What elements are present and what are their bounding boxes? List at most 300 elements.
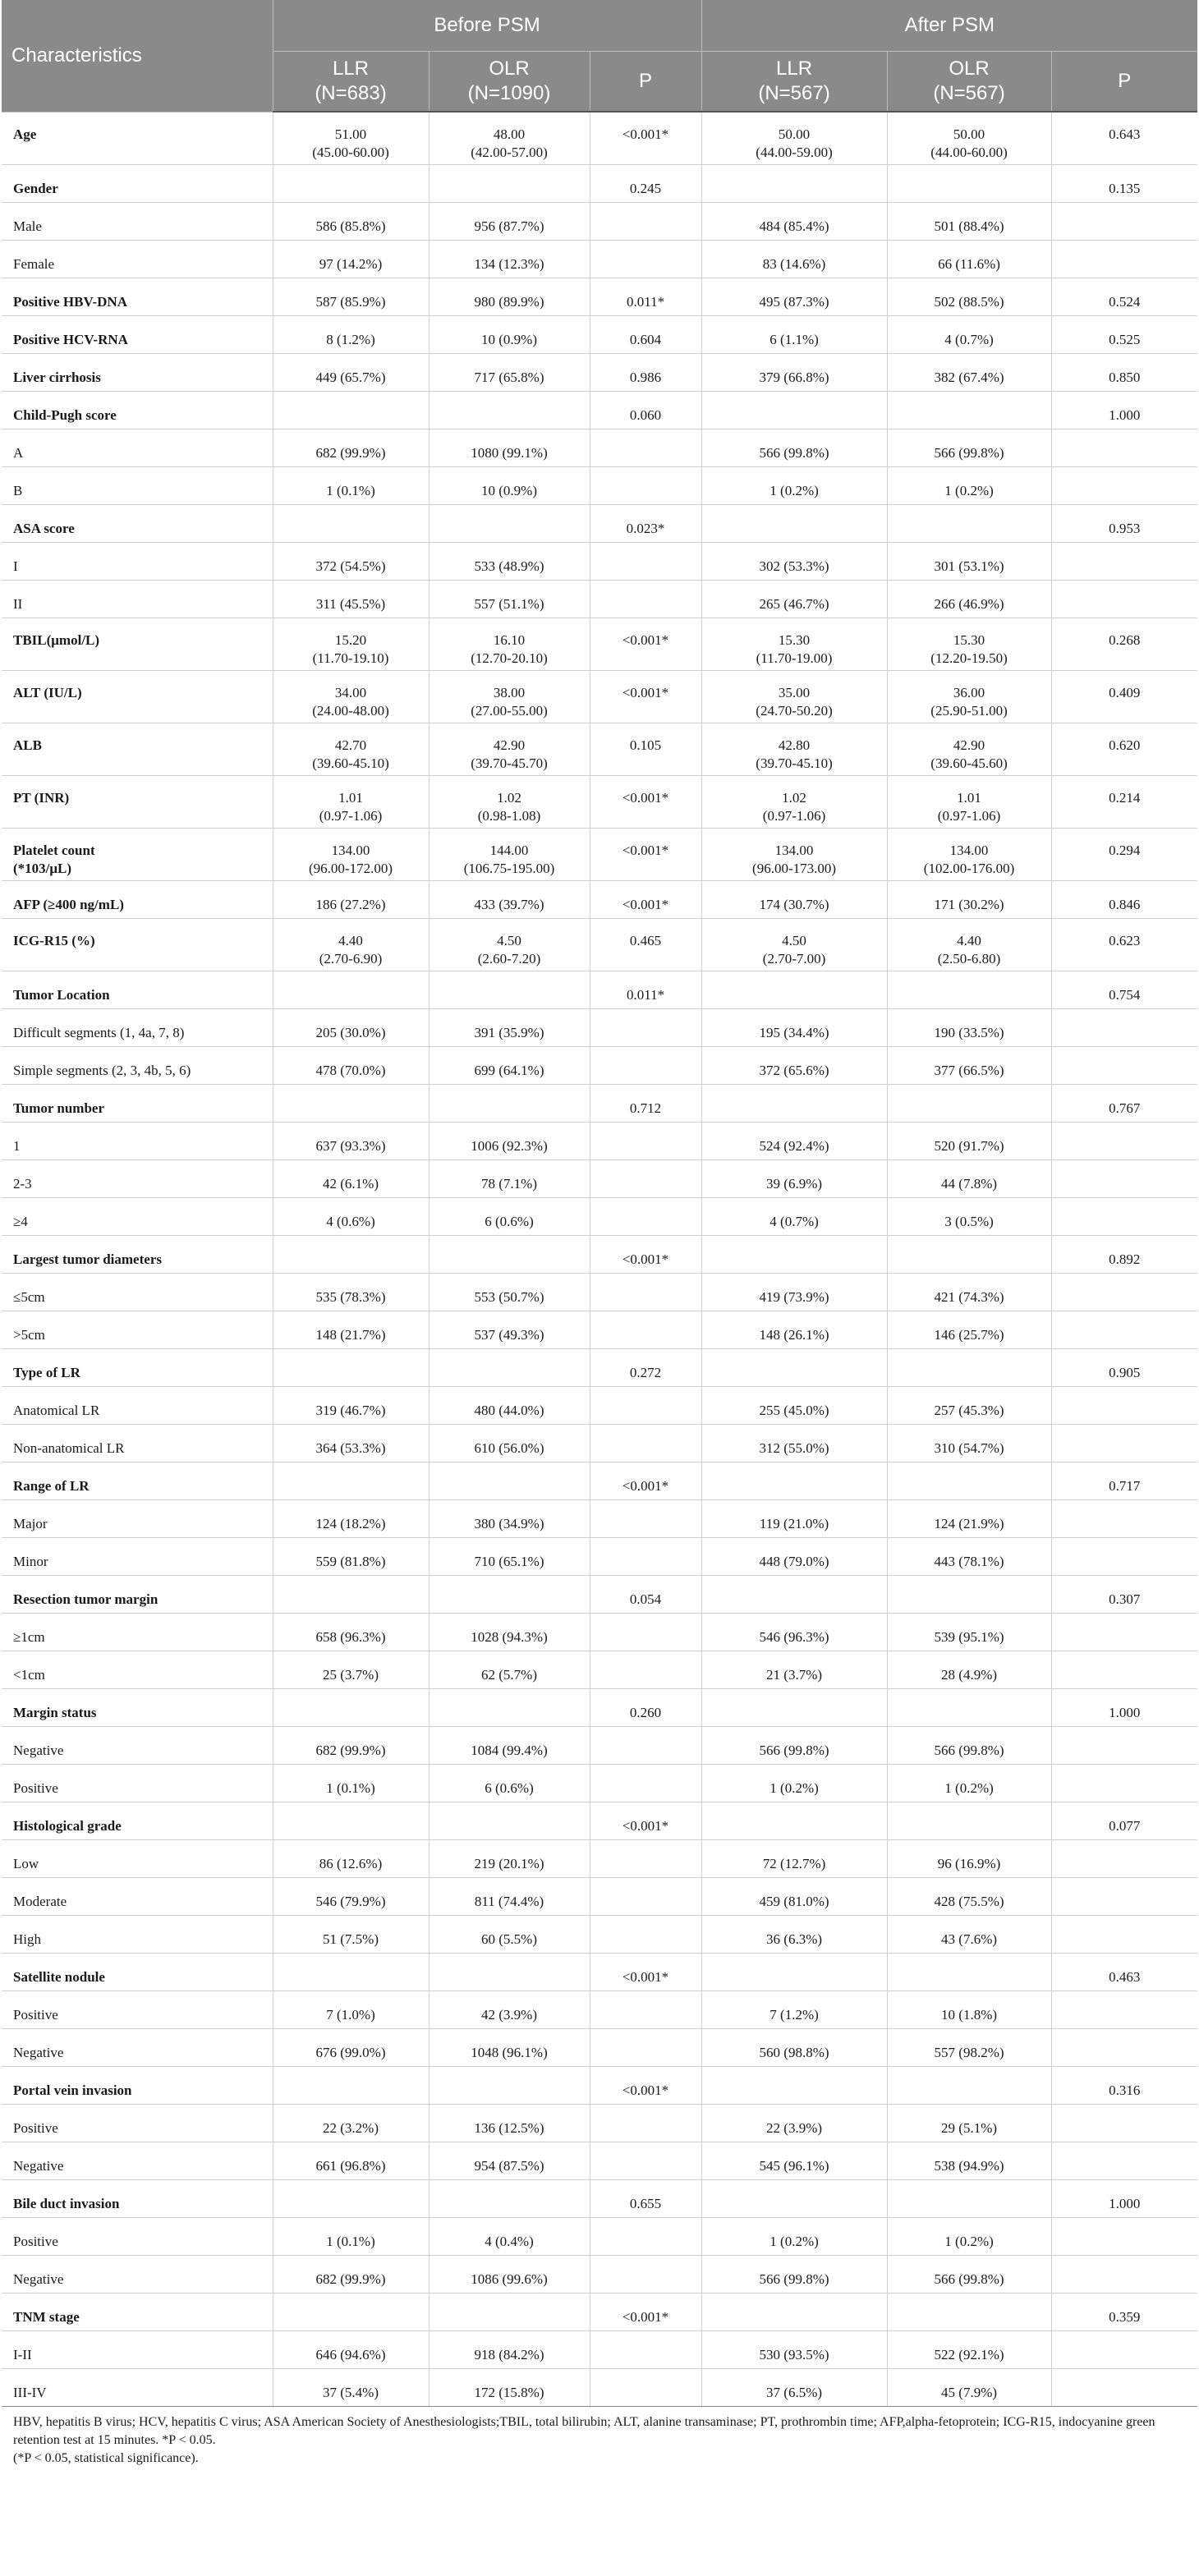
after-llr-cell: 148 (26.1%): [701, 1311, 887, 1348]
before-llr-cell: 319 (46.7%): [273, 1386, 429, 1424]
before-p-cell: [590, 1122, 701, 1159]
after-olr-cell: 4.40 (2.50-6.80): [887, 918, 1051, 971]
before-olr-cell: 10 (0.9%): [429, 466, 590, 504]
after-llr-cell: [701, 164, 887, 202]
before-olr-cell: 172 (15.8%): [429, 2368, 590, 2406]
table-row: [2, 2066, 1197, 2104]
table-row: [2, 1915, 1197, 1953]
before-olr-cell: 4 (0.4%): [429, 2217, 590, 2255]
before-olr-cell: 537 (49.3%): [429, 1311, 590, 1348]
after-olr-cell: 501 (88.4%): [887, 202, 1051, 240]
after-llr-cell: [701, 2066, 887, 2104]
row-label: A: [2, 429, 273, 466]
after-olr-cell: 10 (1.8%): [887, 1991, 1051, 2028]
before-olr-cell: 954 (87.5%): [429, 2142, 590, 2179]
before-olr-cell: 918 (84.2%): [429, 2330, 590, 2368]
after-olr-cell: 96 (16.9%): [887, 1839, 1051, 1877]
before-llr-cell: [273, 2293, 429, 2330]
after-p-cell: [1051, 542, 1197, 580]
after-olr-cell: 538 (94.9%): [887, 2142, 1051, 2179]
before-p-cell: [590, 429, 701, 466]
characteristics-table: [2, 0, 1197, 2407]
subheader-after-llr: LLR (N=567): [701, 52, 887, 112]
before-llr-cell: 372 (54.5%): [273, 542, 429, 580]
before-p-cell: <0.001*: [590, 670, 701, 723]
before-p-cell: [590, 1877, 701, 1915]
after-llr-cell: 134.00 (96.00-173.00): [701, 828, 887, 880]
after-llr-cell: 265 (46.7%): [701, 580, 887, 618]
before-llr-cell: 51 (7.5%): [273, 1915, 429, 1953]
after-p-cell: 0.214: [1051, 775, 1197, 828]
before-llr-cell: 37 (5.4%): [273, 2368, 429, 2406]
before-llr-cell: 86 (12.6%): [273, 1839, 429, 1877]
after-llr-cell: 484 (85.4%): [701, 202, 887, 240]
after-llr-cell: [701, 971, 887, 1008]
after-llr-cell: [701, 1688, 887, 1726]
row-heading: TBIL(μmol/L): [2, 618, 273, 670]
after-p-cell: 0.409: [1051, 670, 1197, 723]
before-p-cell: <0.001*: [590, 828, 701, 880]
row-heading: ICG-R15 (%): [2, 918, 273, 971]
after-p-cell: 0.850: [1051, 353, 1197, 391]
after-llr-cell: 255 (45.0%): [701, 1386, 887, 1424]
before-olr-cell: [429, 164, 590, 202]
before-p-cell: <0.001*: [590, 775, 701, 828]
row-heading: ALB: [2, 723, 273, 775]
before-p-cell: [590, 1273, 701, 1311]
before-llr-cell: 97 (14.2%): [273, 240, 429, 278]
before-p-cell: [590, 1537, 701, 1575]
before-p-cell: [590, 1839, 701, 1877]
row-label: Positive: [2, 2217, 273, 2255]
after-p-cell: [1051, 429, 1197, 466]
before-p-cell: [590, 466, 701, 504]
before-olr-cell: 1086 (99.6%): [429, 2255, 590, 2293]
after-llr-cell: 566 (99.8%): [701, 1726, 887, 1764]
after-llr-cell: 530 (93.5%): [701, 2330, 887, 2368]
row-label: Positive: [2, 2104, 273, 2142]
table-row: [2, 164, 1197, 202]
row-heading: Tumor Location: [2, 971, 273, 1008]
after-p-cell: [1051, 202, 1197, 240]
before-p-cell: <0.001*: [590, 1953, 701, 1991]
after-olr-cell: 42.90 (39.60-45.60): [887, 723, 1051, 775]
before-p-cell: <0.001*: [590, 112, 701, 164]
row-heading: Tumor number: [2, 1084, 273, 1122]
table-row: [2, 918, 1197, 971]
before-llr-cell: 25 (3.7%): [273, 1651, 429, 1688]
after-p-cell: [1051, 1424, 1197, 1462]
row-heading: ASA score: [2, 504, 273, 542]
before-llr-cell: 364 (53.3%): [273, 1424, 429, 1462]
before-p-cell: [590, 2028, 701, 2066]
table-row: [2, 466, 1197, 504]
after-llr-cell: [701, 1575, 887, 1613]
before-p-cell: <0.001*: [590, 1462, 701, 1499]
before-p-cell: [590, 2104, 701, 2142]
before-p-cell: <0.001*: [590, 880, 701, 918]
after-p-cell: [1051, 2255, 1197, 2293]
row-label: Positive: [2, 1991, 273, 2028]
after-olr-cell: 443 (78.1%): [887, 1537, 1051, 1575]
footnote-significance: (*P < 0.05, statistical significance).: [13, 2450, 199, 2465]
after-p-cell: [1051, 1764, 1197, 1802]
before-llr-cell: 42.70 (39.60-45.10): [273, 723, 429, 775]
row-heading: Satellite nodule: [2, 1953, 273, 1991]
table-footnote: [2, 2407, 1191, 2468]
table-row: [2, 1991, 1197, 2028]
before-llr-cell: 4.40 (2.70-6.90): [273, 918, 429, 971]
after-llr-cell: 72 (12.7%): [701, 1839, 887, 1877]
row-heading: TNM stage: [2, 2293, 273, 2330]
table-row: [2, 1122, 1197, 1159]
table-row: [2, 1424, 1197, 1462]
before-llr-cell: [273, 1462, 429, 1499]
table-row: [2, 1235, 1197, 1273]
after-olr-cell: [887, 391, 1051, 429]
before-olr-cell: [429, 1953, 590, 1991]
before-llr-cell: 676 (99.0%): [273, 2028, 429, 2066]
after-llr-cell: 22 (3.9%): [701, 2104, 887, 2142]
after-llr-cell: 1 (0.2%): [701, 1764, 887, 1802]
before-olr-cell: 710 (65.1%): [429, 1537, 590, 1575]
row-heading: Positive HCV-RNA: [2, 315, 273, 353]
before-olr-cell: 699 (64.1%): [429, 1046, 590, 1084]
before-olr-cell: [429, 2293, 590, 2330]
after-p-cell: 0.905: [1051, 1348, 1197, 1386]
before-olr-cell: 6 (0.6%): [429, 1197, 590, 1235]
before-llr-cell: 637 (93.3%): [273, 1122, 429, 1159]
table-row: [2, 2217, 1197, 2255]
before-p-cell: 0.712: [590, 1084, 701, 1122]
before-olr-cell: 391 (35.9%): [429, 1008, 590, 1046]
after-p-cell: 0.316: [1051, 2066, 1197, 2104]
after-olr-cell: 539 (95.1%): [887, 1613, 1051, 1651]
before-p-cell: 0.604: [590, 315, 701, 353]
before-olr-cell: 60 (5.5%): [429, 1915, 590, 1953]
before-p-cell: 0.260: [590, 1688, 701, 1726]
before-olr-cell: 553 (50.7%): [429, 1273, 590, 1311]
table-row: [2, 2330, 1197, 2368]
before-p-cell: [590, 2255, 701, 2293]
row-label: Anatomical LR: [2, 1386, 273, 1424]
before-olr-cell: 62 (5.7%): [429, 1651, 590, 1688]
table-row: [2, 1084, 1197, 1122]
table-row: [2, 1613, 1197, 1651]
after-llr-cell: 524 (92.4%): [701, 1122, 887, 1159]
after-p-cell: [1051, 1839, 1197, 1877]
after-psm-header: After PSM: [701, 0, 1197, 52]
row-heading: AFP (≥400 ng/mL): [2, 880, 273, 918]
after-p-cell: 0.463: [1051, 1953, 1197, 1991]
row-label: Difficult segments (1, 4a, 7, 8): [2, 1008, 273, 1046]
before-p-cell: [590, 202, 701, 240]
before-llr-cell: 8 (1.2%): [273, 315, 429, 353]
after-p-cell: 0.525: [1051, 315, 1197, 353]
characteristics-header: Characteristics: [2, 0, 273, 112]
before-llr-cell: [273, 164, 429, 202]
before-llr-cell: 682 (99.9%): [273, 1726, 429, 1764]
table-row: [2, 1877, 1197, 1915]
before-olr-cell: 1.02 (0.98-1.08): [429, 775, 590, 828]
before-p-cell: [590, 1915, 701, 1953]
row-label: II: [2, 580, 273, 618]
after-p-cell: [1051, 1311, 1197, 1348]
row-label: Moderate: [2, 1877, 273, 1915]
after-llr-cell: 312 (55.0%): [701, 1424, 887, 1462]
row-label: Positive: [2, 1764, 273, 1802]
table-row: [2, 580, 1197, 618]
after-llr-cell: 21 (3.7%): [701, 1651, 887, 1688]
before-olr-cell: 480 (44.0%): [429, 1386, 590, 1424]
after-p-cell: 0.767: [1051, 1084, 1197, 1122]
after-olr-cell: 134.00 (102.00-176.00): [887, 828, 1051, 880]
before-p-cell: [590, 2217, 701, 2255]
before-olr-cell: [429, 391, 590, 429]
before-llr-cell: 559 (81.8%): [273, 1537, 429, 1575]
before-llr-cell: [273, 1348, 429, 1386]
after-p-cell: [1051, 2104, 1197, 2142]
before-p-cell: [590, 2330, 701, 2368]
table-row: [2, 1839, 1197, 1877]
table-row: [2, 1008, 1197, 1046]
before-llr-cell: 7 (1.0%): [273, 1991, 429, 2028]
after-olr-cell: 520 (91.7%): [887, 1122, 1051, 1159]
before-p-cell: [590, 542, 701, 580]
before-olr-cell: 610 (56.0%): [429, 1424, 590, 1462]
after-olr-cell: 3 (0.5%): [887, 1197, 1051, 1235]
after-p-cell: [1051, 1008, 1197, 1046]
after-olr-cell: 66 (11.6%): [887, 240, 1051, 278]
before-olr-cell: 557 (51.1%): [429, 580, 590, 618]
after-llr-cell: [701, 2293, 887, 2330]
after-olr-cell: 124 (21.9%): [887, 1499, 1051, 1537]
before-olr-cell: [429, 1462, 590, 1499]
before-llr-cell: 42 (6.1%): [273, 1159, 429, 1197]
table-row: [2, 1348, 1197, 1386]
before-llr-cell: [273, 971, 429, 1008]
table-row: [2, 1688, 1197, 1726]
before-olr-cell: 717 (65.8%): [429, 353, 590, 391]
row-label: Low: [2, 1839, 273, 1877]
after-p-cell: [1051, 1726, 1197, 1764]
table-row: [2, 353, 1197, 391]
before-llr-cell: 478 (70.0%): [273, 1046, 429, 1084]
before-llr-cell: 1.01 (0.97-1.06): [273, 775, 429, 828]
table-row: [2, 542, 1197, 580]
after-llr-cell: 36 (6.3%): [701, 1915, 887, 1953]
after-olr-cell: [887, 2179, 1051, 2217]
after-olr-cell: 266 (46.9%): [887, 580, 1051, 618]
before-p-cell: 0.011*: [590, 278, 701, 315]
before-olr-cell: 10 (0.9%): [429, 315, 590, 353]
before-p-cell: 0.054: [590, 1575, 701, 1613]
row-heading: Portal vein invasion: [2, 2066, 273, 2104]
row-label: Non-anatomical LR: [2, 1424, 273, 1462]
after-p-cell: 1.000: [1051, 2179, 1197, 2217]
table-row: [2, 971, 1197, 1008]
table-body: [2, 112, 1197, 2406]
after-llr-cell: 1 (0.2%): [701, 466, 887, 504]
table-row: [2, 1273, 1197, 1311]
before-llr-cell: [273, 1575, 429, 1613]
after-llr-cell: 448 (79.0%): [701, 1537, 887, 1575]
table-row: [2, 1953, 1197, 1991]
row-label: 1: [2, 1122, 273, 1159]
after-llr-cell: 42.80 (39.70-45.10): [701, 723, 887, 775]
before-llr-cell: [273, 1802, 429, 1839]
after-p-cell: 1.000: [1051, 1688, 1197, 1726]
table-row: [2, 391, 1197, 429]
after-llr-cell: 35.00 (24.70-50.20): [701, 670, 887, 723]
after-llr-cell: 6 (1.1%): [701, 315, 887, 353]
before-p-cell: [590, 1991, 701, 2028]
before-p-cell: [590, 1159, 701, 1197]
after-llr-cell: 459 (81.0%): [701, 1877, 887, 1915]
row-label: >5cm: [2, 1311, 273, 1348]
after-llr-cell: [701, 1084, 887, 1122]
table-row: [2, 504, 1197, 542]
row-label: Negative: [2, 2255, 273, 2293]
footnote-abbreviations: HBV, hepatitis B virus; HCV, hepatitis C virus; ASA American Society of Anesthesiologists;TBIL, total bilirubin; ALT, alanine transaminase; PT, prothrombin time; AFP,alpha-fetoprotein; ICG-R15, indocyanine green retention test at 15 minutes. *P < 0.05.: [13, 2414, 1155, 2447]
after-llr-cell: 560 (98.8%): [701, 2028, 887, 2066]
before-p-cell: [590, 240, 701, 278]
before-llr-cell: 1 (0.1%): [273, 466, 429, 504]
before-llr-cell: 535 (78.3%): [273, 1273, 429, 1311]
after-olr-cell: [887, 1575, 1051, 1613]
before-llr-cell: [273, 1688, 429, 1726]
row-heading: Resection tumor margin: [2, 1575, 273, 1613]
after-llr-cell: 37 (6.5%): [701, 2368, 887, 2406]
before-olr-cell: 533 (48.9%): [429, 542, 590, 580]
after-olr-cell: 566 (99.8%): [887, 429, 1051, 466]
after-p-cell: [1051, 2142, 1197, 2179]
after-llr-cell: 379 (66.8%): [701, 353, 887, 391]
after-olr-cell: 557 (98.2%): [887, 2028, 1051, 2066]
before-llr-cell: [273, 1235, 429, 1273]
before-olr-cell: 811 (74.4%): [429, 1877, 590, 1915]
row-heading: Type of LR: [2, 1348, 273, 1386]
row-label: Female: [2, 240, 273, 278]
row-label: Negative: [2, 2028, 273, 2066]
before-olr-cell: 1028 (94.3%): [429, 1613, 590, 1651]
after-llr-cell: 39 (6.9%): [701, 1159, 887, 1197]
before-llr-cell: 22 (3.2%): [273, 2104, 429, 2142]
row-label: <1cm: [2, 1651, 273, 1688]
after-olr-cell: 566 (99.8%): [887, 2255, 1051, 2293]
before-llr-cell: 1 (0.1%): [273, 2217, 429, 2255]
row-heading: Age: [2, 112, 273, 164]
after-p-cell: [1051, 1159, 1197, 1197]
before-olr-cell: 1084 (99.4%): [429, 1726, 590, 1764]
row-heading: Gender: [2, 164, 273, 202]
table-row: [2, 2255, 1197, 2293]
before-olr-cell: [429, 1575, 590, 1613]
row-label: I: [2, 542, 273, 580]
after-p-cell: 0.717: [1051, 1462, 1197, 1499]
before-olr-cell: 980 (89.9%): [429, 278, 590, 315]
row-label: I-II: [2, 2330, 273, 2368]
before-olr-cell: [429, 1235, 590, 1273]
row-label: Male: [2, 202, 273, 240]
row-label: 2-3: [2, 1159, 273, 1197]
table-row: [2, 1499, 1197, 1537]
after-olr-cell: [887, 1235, 1051, 1273]
after-olr-cell: 36.00 (25.90-51.00): [887, 670, 1051, 723]
after-p-cell: 0.623: [1051, 918, 1197, 971]
subheader-before-llr: LLR (N=683): [273, 52, 429, 112]
after-p-cell: 0.892: [1051, 1235, 1197, 1273]
after-p-cell: 0.754: [1051, 971, 1197, 1008]
after-p-cell: [1051, 1273, 1197, 1311]
before-olr-cell: 4.50 (2.60-7.20): [429, 918, 590, 971]
before-llr-cell: 148 (21.7%): [273, 1311, 429, 1348]
after-olr-cell: 190 (33.5%): [887, 1008, 1051, 1046]
after-p-cell: [1051, 1197, 1197, 1235]
before-p-cell: <0.001*: [590, 1235, 701, 1273]
after-p-cell: [1051, 1122, 1197, 1159]
before-olr-cell: 78 (7.1%): [429, 1159, 590, 1197]
table-row: [2, 278, 1197, 315]
table-container: [2, 0, 1197, 2468]
row-heading: ALT (IU/L): [2, 670, 273, 723]
table-row: [2, 2104, 1197, 2142]
before-olr-cell: [429, 2179, 590, 2217]
before-llr-cell: 658 (96.3%): [273, 1613, 429, 1651]
table-row: [2, 1462, 1197, 1499]
row-heading: Histological grade: [2, 1802, 273, 1839]
after-olr-cell: 1 (0.2%): [887, 2217, 1051, 2255]
after-llr-cell: 566 (99.8%): [701, 429, 887, 466]
before-olr-cell: 1006 (92.3%): [429, 1122, 590, 1159]
row-heading: Bile duct invasion: [2, 2179, 273, 2217]
after-p-cell: [1051, 240, 1197, 278]
after-llr-cell: 119 (21.0%): [701, 1499, 887, 1537]
after-olr-cell: [887, 1084, 1051, 1122]
after-olr-cell: 382 (67.4%): [887, 353, 1051, 391]
table-row: [2, 2293, 1197, 2330]
table-row: [2, 202, 1197, 240]
row-label: Minor: [2, 1537, 273, 1575]
after-p-cell: [1051, 1537, 1197, 1575]
after-llr-cell: [701, 504, 887, 542]
after-p-cell: 0.135: [1051, 164, 1197, 202]
table-row: [2, 1159, 1197, 1197]
after-llr-cell: 83 (14.6%): [701, 240, 887, 278]
before-p-cell: 0.655: [590, 2179, 701, 2217]
before-p-cell: 0.011*: [590, 971, 701, 1008]
after-olr-cell: 29 (5.1%): [887, 2104, 1051, 2142]
before-p-cell: [590, 1726, 701, 1764]
after-llr-cell: 174 (30.7%): [701, 880, 887, 918]
after-p-cell: [1051, 1651, 1197, 1688]
before-llr-cell: 205 (30.0%): [273, 1008, 429, 1046]
before-llr-cell: 1 (0.1%): [273, 1764, 429, 1802]
before-p-cell: [590, 1651, 701, 1688]
after-llr-cell: 302 (53.3%): [701, 542, 887, 580]
after-olr-cell: 301 (53.1%): [887, 542, 1051, 580]
before-psm-header: Before PSM: [273, 0, 701, 52]
before-llr-cell: 34.00 (24.00-48.00): [273, 670, 429, 723]
before-p-cell: 0.465: [590, 918, 701, 971]
before-p-cell: 0.023*: [590, 504, 701, 542]
after-llr-cell: [701, 1235, 887, 1273]
before-llr-cell: 646 (94.6%): [273, 2330, 429, 2368]
before-olr-cell: 42 (3.9%): [429, 1991, 590, 2028]
after-olr-cell: 566 (99.8%): [887, 1726, 1051, 1764]
table-row: [2, 240, 1197, 278]
before-llr-cell: [273, 1084, 429, 1122]
